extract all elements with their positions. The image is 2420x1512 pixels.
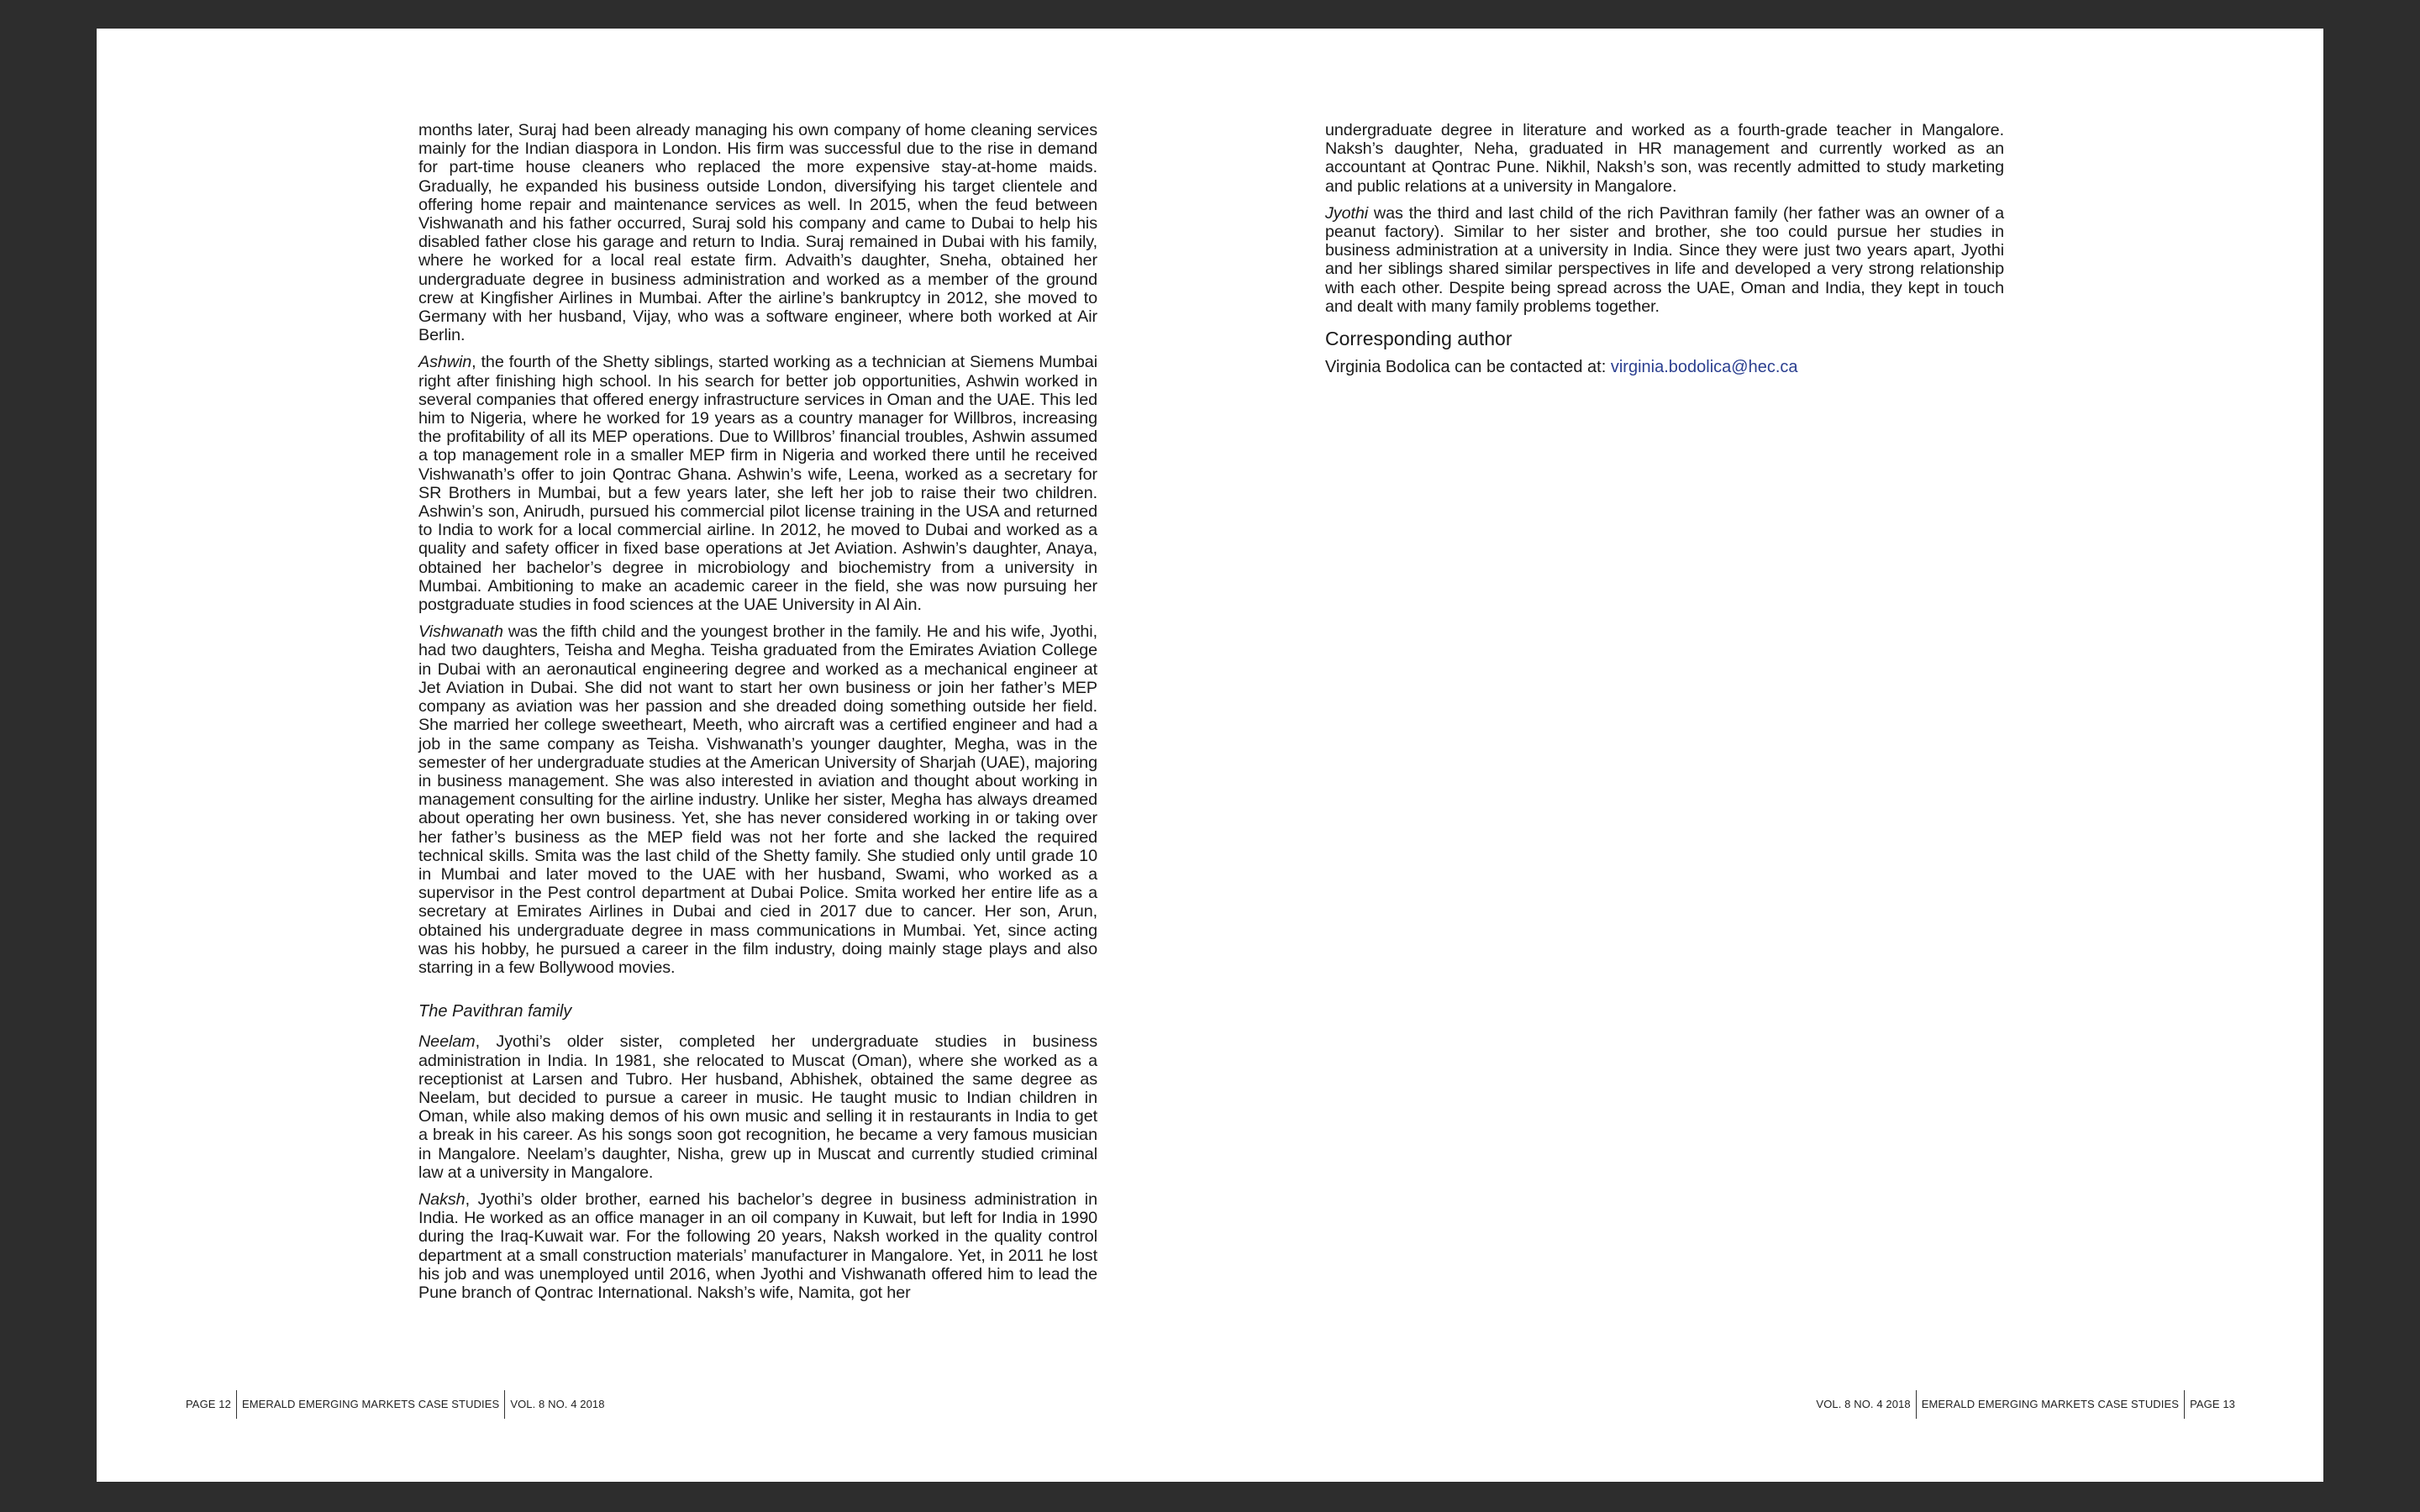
paragraph-lead: Ashwin (418, 353, 472, 372)
footer-divider (236, 1390, 237, 1419)
paragraph-suraj (418, 121, 1097, 344)
footer-volume: VOL. 8 NO. 4 2018 (510, 1398, 605, 1410)
corresponding-author-heading: Corresponding author (1325, 328, 1512, 350)
footer-divider (1916, 1390, 1917, 1419)
footer-journal-name: EMERALD EMERGING MARKETS CASE STUDIES (1921, 1398, 2180, 1410)
paragraph-text: was the third and last child of the rich Pavithran family (her father was an owner of a peanut factory). Similar to her sister and brother, she too could pursue her studies in business administration at a university in India. Since they were just two years apart, Jyothi and her siblings shared similar perspectives in life and developed a very strong relationship with each other. Despite being spread across the UAE, Oman and India, they kept in touch and dealt with many family problems together. (1325, 203, 2004, 316)
footer-page-number: PAGE 12 (186, 1398, 231, 1410)
paragraph-naksh (418, 1190, 1097, 1302)
paragraph-ashwin (418, 353, 1097, 614)
footer-divider (504, 1390, 505, 1419)
contact-prefix: Virginia Bodolica can be contacted at: (1325, 358, 1611, 377)
right-page-column (1325, 121, 2004, 376)
subheading-pavithran-family: The Pavithran family (418, 1002, 572, 1021)
paragraph-lead: Jyothi (1325, 203, 1369, 223)
paragraph-text: , Jyothi’s older brother, earned his bachelor’s degree in business administration in India. He worked as an office manager in an oil company in Kuwait, but left for India in 1990 during the Iraq-Kuwait war. For the following 20 years, Naksh worked in the quality control department at a small construction materials’ manufacturer in Mangalore. Yet, in 2011 he lost his job and was unemployed until 2016, when Jyothi and Vishwanath offered him to lead the Pune branch of Qontrac International. Naksh’s wife, Namita, got her (418, 1189, 1097, 1302)
paragraph-text: , Jyothi’s older sister, completed her undergraduate studies in business administration in India. In 1981, she relocated to Muscat (Oman), where she worked as a receptionist at Larsen and Tubro. Her husband, Abhishek, obtained the same degree as Neelam, but decided to pursue a career in music. He taught music to Indian children in Oman, while also making demos of his own music and selling it in restaurants in India to get a break in his career. As his songs soon got recognition, he became a very famous musician in Mangalore. Neelam’s daughter, Nisha, grew up in Muscat and currently studied criminal law at a university in Mangalore. (418, 1032, 1097, 1182)
contact-line (1325, 358, 2004, 376)
paragraph-jyothi (1325, 204, 2004, 316)
footer-volume: VOL. 8 NO. 4 2018 (1816, 1398, 1911, 1410)
footer-journal-name: EMERALD EMERGING MARKETS CASE STUDIES (241, 1398, 500, 1410)
author-email-link[interactable]: virginia.bodolica@hec.ca (1610, 358, 1798, 377)
paragraph-text: months later, Suraj had been already managing his own company of home cleaning services mainly for the Indian diaspora in London. His firm was successful due to the rise in demand for part-time house cleaners who replaced the more expensive stay-at-home maids. Gradually, he expanded his business outside London, diversifying his target clientele and offering home repair and maintenance services as well. In 2015, when the feud between Vishwanath and his father occurred, Suraj sold his company and came to Dubai to help his disabled father close his garage and return to India. Suraj remained in Dubai with his family, where he worked for a local real estate firm. Advaith’s daughter, Sneha, obtained her undergraduate degree in business administration and worked as a member of the ground crew at Kingfisher Airlines in Mumbai. After the airline’s bankruptcy in 2012, she moved to Germany with her husband, Vijay, who was a software engineer, where both worked at Air Berlin. (418, 121, 1097, 345)
paragraph-lead: Neelam (418, 1032, 476, 1052)
footer-left (186, 1390, 605, 1419)
left-page-column (418, 121, 1097, 1310)
paragraph-lead: Vishwanath (418, 622, 503, 642)
paragraph-lead: Naksh (418, 1189, 466, 1209)
footer-page-number: PAGE 13 (2190, 1398, 2235, 1410)
paragraph-vishwanath (418, 622, 1097, 977)
paragraph-naksh-continued (1325, 121, 2004, 196)
paragraph-neelam (418, 1032, 1097, 1182)
paragraph-text: , the fourth of the Shetty siblings, started working as a technician at Siemens Mumbai right after finishing high school. In his search for better job opportunities, Ashwin worked in several companies that offered energy infrastructure services in Oman and the UAE. This led him to Nigeria, where he worked for 19 years as a country manager for Willbros, increasing the profitability of all its MEP operations. Due to Willbros’ financial troubles, Ashwin assumed a top management role in a smaller MEP firm in Nigeria and worked there until he received Vishwanath’s offer to join Qontrac Ghana. Ashwin’s wife, Leena, worked as a secretary for SR Brothers in Mumbai, but a few years later, she left her job to raise their two children. Ashwin’s son, Anirudh, pursued his commercial pilot license training in the USA and returned to India to work for a local commercial airline. In 2012, he moved to Dubai and worked as a quality and safety officer in fixed base operations at Jet Aviation. Ashwin’s daughter, Anaya, obtained her bachelor’s degree in microbiology and biochemistry from a university in Mumbai. Ambitioning to make an academic career in the field, she was now pursuing her postgraduate studies in food sciences at the UAE University in Al Ain. (418, 353, 1097, 615)
document-spread (97, 29, 2323, 1482)
footer-divider (2184, 1390, 2185, 1419)
paragraph-text: undergraduate degree in literature and worked as a fourth-grade teacher in Mangalore. Naksh’s daughter, Neha, graduated in HR management and currently worked as an accountant at Qontrac Pune. Nikhil, Naksh’s son, was recently admitted to study marketing and public relations at a university in Mangalore. (1325, 121, 2004, 196)
paragraph-text: was the fifth child and the youngest brother in the family. He and his wife, Jyothi, had two daughters, Teisha and Megha. Teisha graduated from the Emirates Aviation College in Dubai with an aeronautical engineering degree and worked as a mechanical engineer at Jet Aviation in Dubai. She did not want to start her own business or join her father’s MEP company as aviation was her passion and she dreaded doing something outside her field. She married her college sweetheart, Meeth, who aircraft was a certified engineer and had a job in the same company as Teisha. Vishwanath’s younger daughter, Megha, was in the semester of her undergraduate studies at the American University of Sharjah (UAE), majoring in business management. She was also interested in aviation and thought about working in management consulting for the airline industry. Unlike her sister, Megha has always dreamed about operating her own business. Yet, she has never considered working in or taking over her father’s business as the MEP field was not her forte and she lacked the required technical skills. Smita was the last child of the Shetty family. She studied only until grade 10 in Mumbai and later moved to the UAE with her husband, Swami, who worked as a supervisor in the Pest control department at Dubai Police. Smita worked her entire life as a secretary at Emirates Airlines in Dubai and cied in 2017 due to cancer. Her son, Arun, obtained his undergraduate degree in mass communications in Mumbai. Yet, since acting was his hobby, he pursued a career in the film industry, doing mainly stage plays and also starring in a few Bollywood movies. (418, 622, 1097, 977)
footer-right (1816, 1390, 2235, 1419)
